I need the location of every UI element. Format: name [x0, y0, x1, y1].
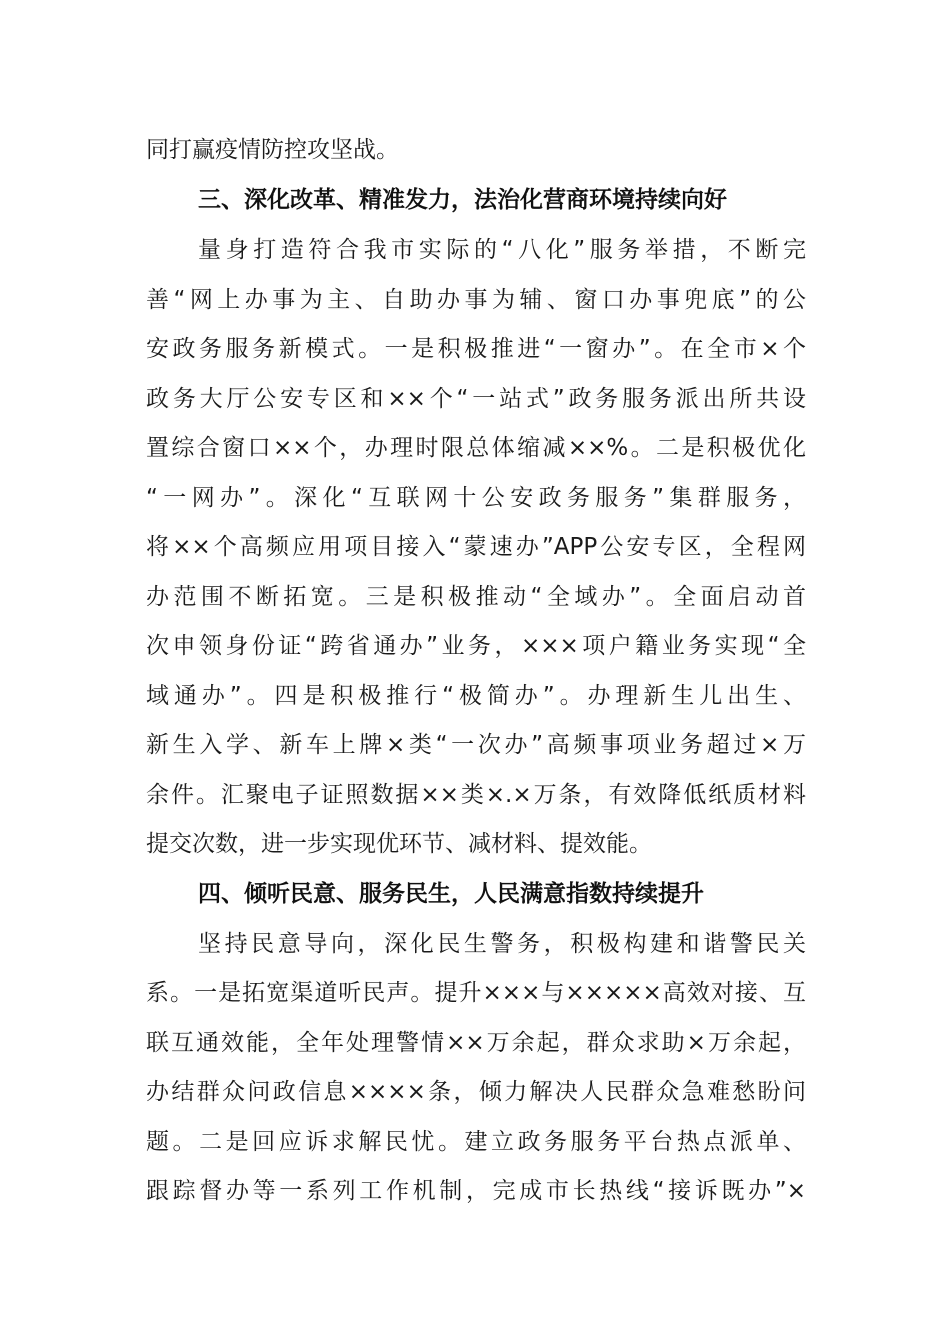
paragraph-line: 联互通效能，全年处理警情××万余起，群众求助×万余起，: [146, 1030, 806, 1056]
paragraph-line: 量身打造符合我市实际的“八化”服务举措，不断完: [198, 237, 806, 263]
paragraph-line: 办结群众问政信息××××条，倾力解决人民群众急难愁盼问: [146, 1079, 806, 1105]
paragraph-line: 余件。汇聚电子证照数据××类×.×万条，有效降低纸质材料: [146, 782, 806, 808]
paragraph-line: 题。二是回应诉求解民忧。建立政务服务平台热点派单、: [146, 1129, 806, 1155]
paragraph-line: 办范围不断拓宽。三是积极推动“全域办”。全面启动首: [146, 584, 806, 610]
paragraph-line: 系。一是拓宽渠道听民声。提升×××与×××××高效对接、互: [146, 980, 806, 1006]
paragraph-line: 政务大厅公安专区和××个“一站式”政务服务派出所共设: [146, 386, 806, 412]
paragraph-line: 提交次数，进一步实现优环节、减材料、提效能。: [146, 831, 652, 857]
paragraph-line: 新生入学、新车上牌×类“一次办”高频事项业务超过×万: [146, 732, 806, 758]
paragraph-line: 安政务服务新模式。一是积极推进“一窗办”。在全市×个: [146, 336, 806, 362]
section-heading-4: 四、倾听民意、服务民生，人民满意指数持续提升: [198, 881, 704, 907]
paragraph-line: 善“网上办事为主、自助办事为辅、窗口办事兜底”的公: [146, 287, 806, 313]
paragraph-line: 次申领身份证“跨省通办”业务，×××项户籍业务实现“全: [146, 633, 806, 659]
paragraph-line: 将××个高频应用项目接入“蒙速办”APP公安专区，全程网: [146, 534, 806, 560]
paragraph-line: 置综合窗口××个，办理时限总体缩减××%。二是积极优化: [146, 435, 806, 461]
paragraph-line: “一网办”。深化“互联网十公安政务服务”集群服务，: [146, 485, 806, 511]
paragraph-line: 同打赢疫情防控攻坚战。: [146, 137, 399, 163]
section-heading-3: 三、深化改革、精准发力，法治化营商环境持续向好: [198, 187, 727, 213]
paragraph-line: 坚持民意导向，深化民生警务，积极构建和谐警民关: [198, 931, 806, 957]
paragraph-line: 域通办”。四是积极推行“极简办”。办理新生儿出生、: [146, 683, 806, 709]
paragraph-line: 跟踪督办等一系列工作机制，完成市长热线“接诉既办”×: [146, 1178, 806, 1204]
